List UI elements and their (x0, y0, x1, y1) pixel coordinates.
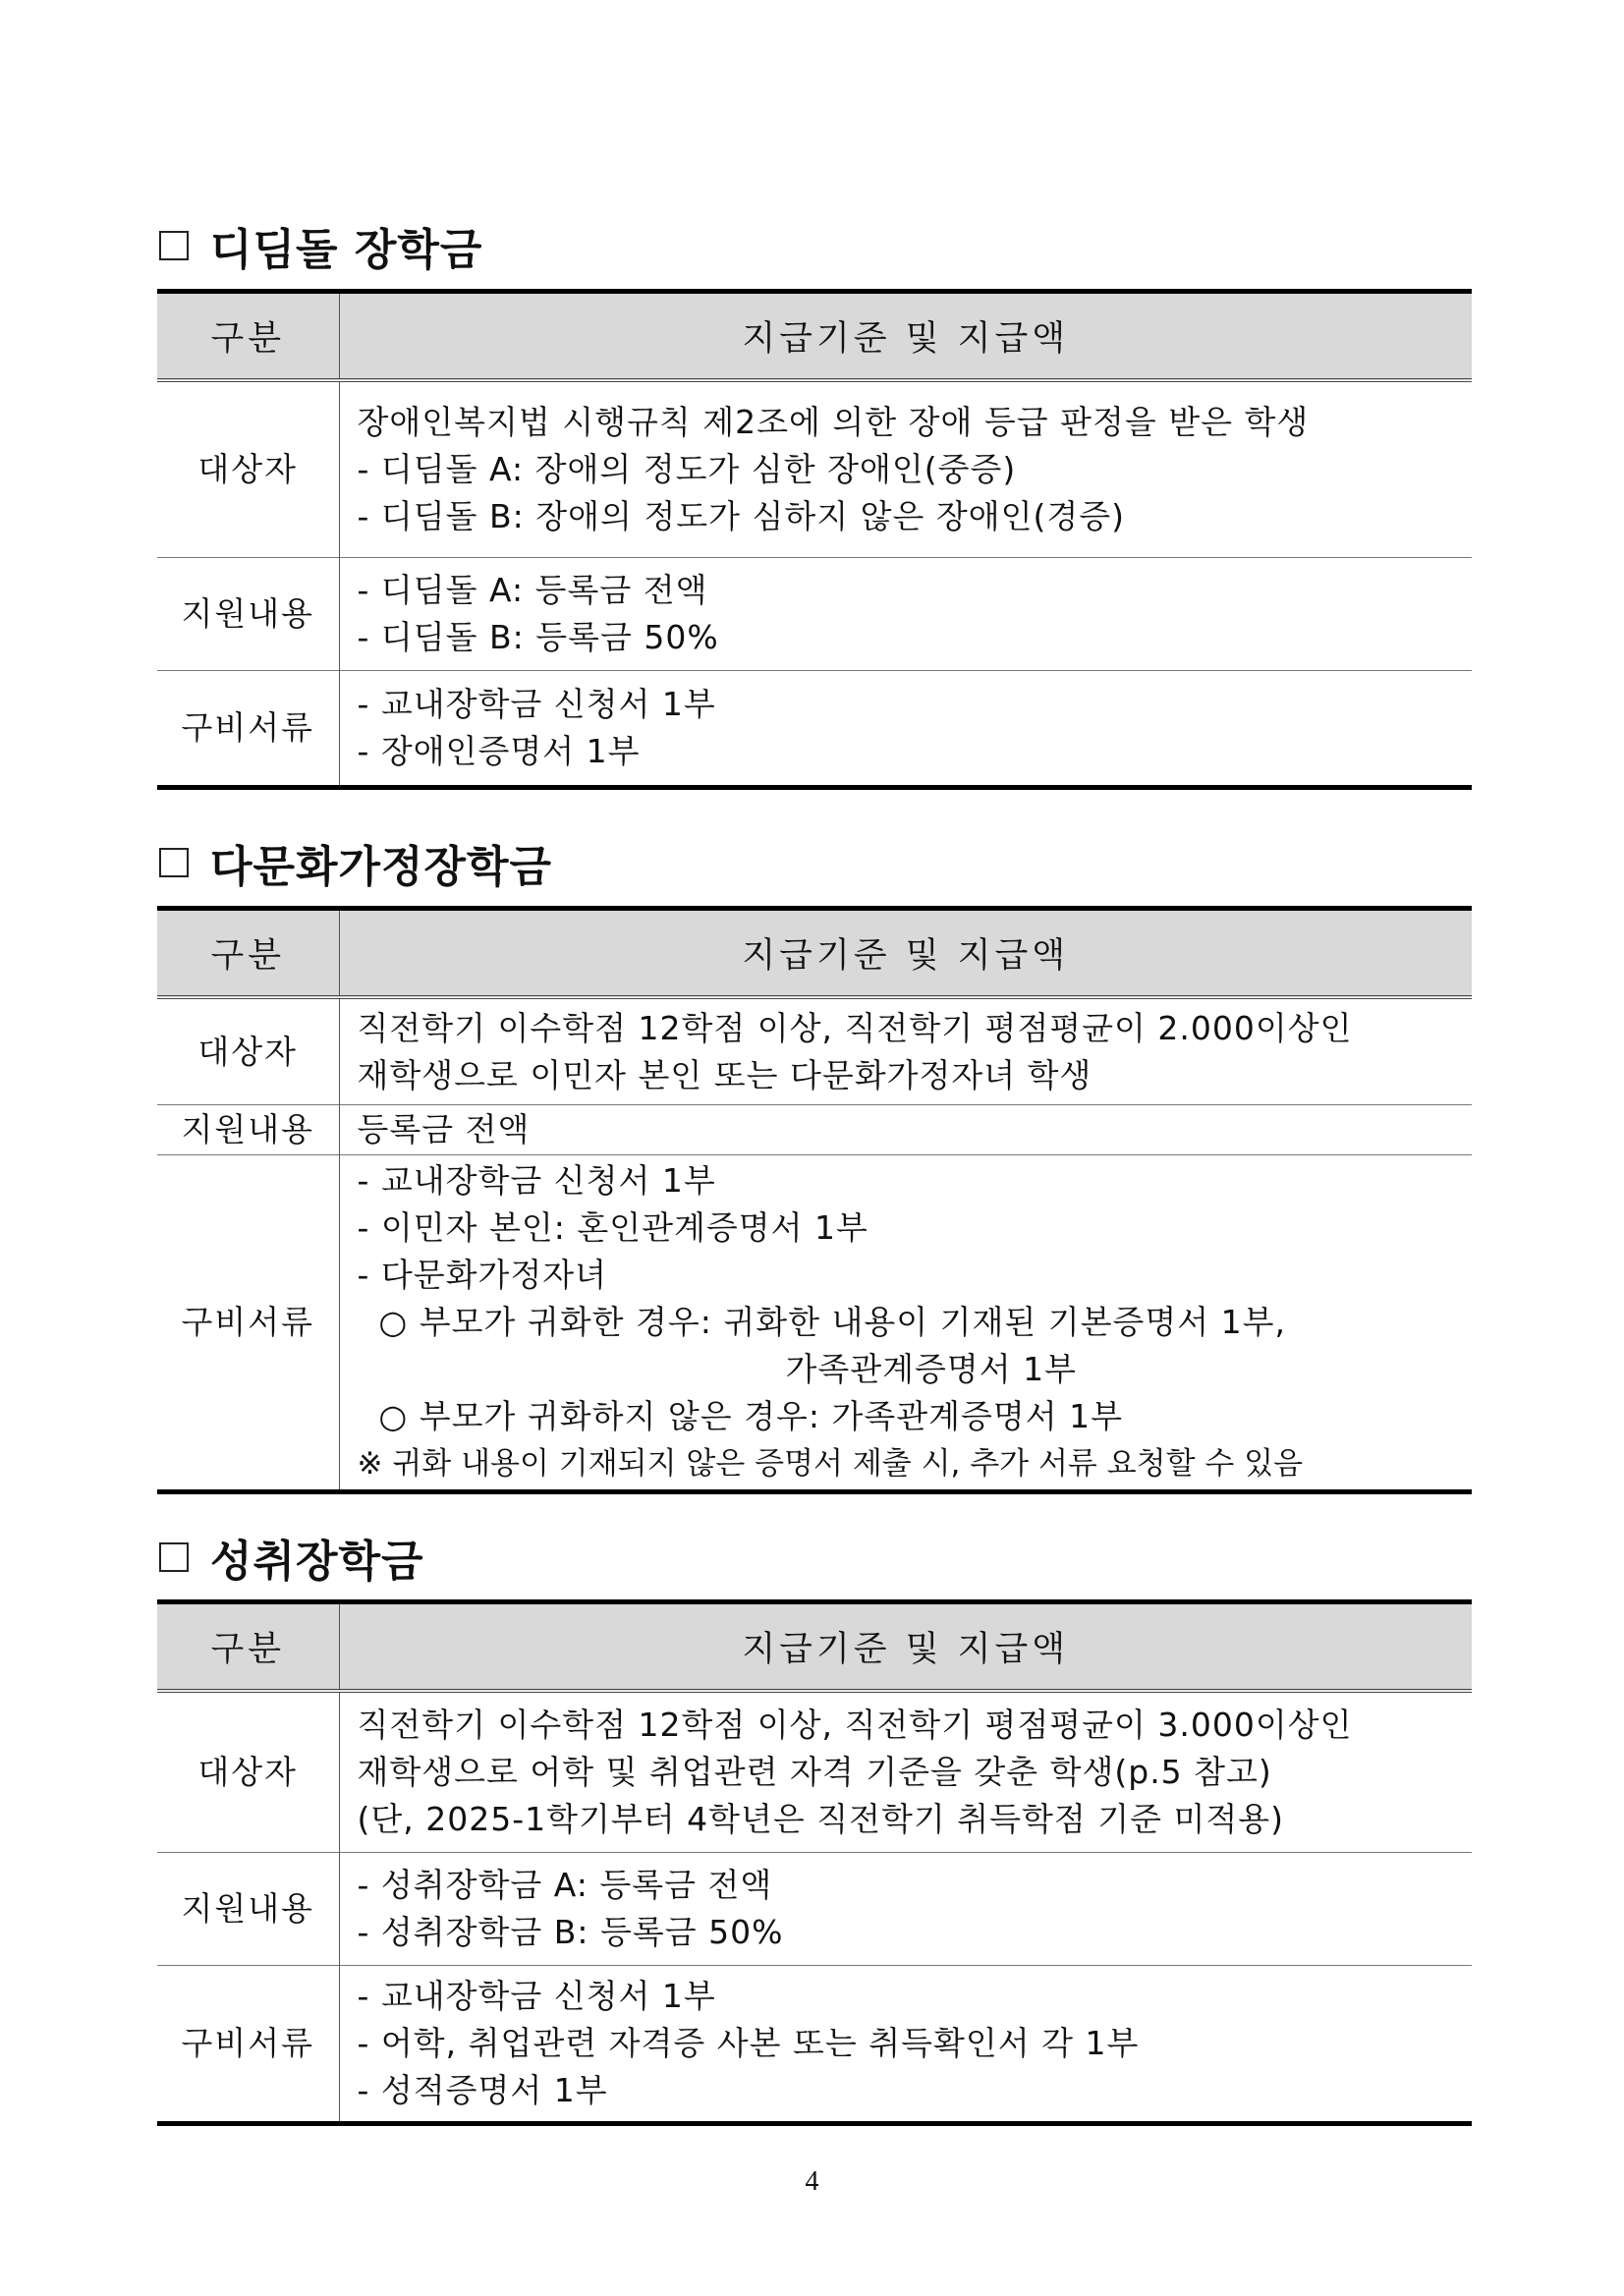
row-content (339, 558, 1472, 671)
content-line: 가족관계증명서 1부 (785, 1350, 1078, 1388)
content-line: 재학생으로 어학 및 취업관련 자격 기준을 갖춘 학생(p.5 참고) (357, 1753, 1272, 1791)
content-line: 직전학기 이수학점 12학점 이상, 직전학기 평점평균이 3.000이상인 (357, 1706, 1353, 1744)
table-row (157, 671, 1472, 788)
content-line: 등록금 전액 (357, 1110, 531, 1148)
table-header-row (157, 1602, 1472, 1692)
row-label-support: 지원내용 (157, 1105, 339, 1155)
header-category: 구분 (157, 909, 339, 998)
row-label-support: 지원내용 (157, 1853, 339, 1966)
content-line: 장애인복지법 시행규칙 제2조에 의한 장애 등급 판정을 받은 학생 (357, 403, 1310, 441)
row-content (339, 1853, 1472, 1966)
header-criteria: 지급기준 및 지급액 (339, 909, 1472, 998)
row-label-support: 지원내용 (157, 558, 339, 671)
content-line: - 디딤돌 A: 등록금 전액 (357, 571, 708, 609)
row-content (339, 380, 1472, 558)
section-title-text: 다문화가정장학금 (210, 842, 553, 892)
table-header-row (157, 909, 1472, 998)
content-line: - 교내장학금 신청서 1부 (357, 1977, 716, 2015)
content-line: - 어학, 취업관련 자격증 사본 또는 취득확인서 각 1부 (357, 2024, 1140, 2062)
checkbox-square-icon (159, 1542, 189, 1572)
content-line: (단, 2025-1학기부터 4학년은 직전학기 취득학점 기준 미적용) (357, 1800, 1284, 1838)
scholarship-table-achievement (157, 1599, 1472, 2126)
section-title-text: 디딤돌 장학금 (210, 225, 483, 275)
section-title-text: 성취장학금 (210, 1537, 424, 1587)
content-line: ○ 부모가 귀화한 경우: 귀화한 내용이 기재된 기본증명서 1부, (378, 1303, 1287, 1341)
table-header-row (157, 292, 1472, 381)
row-content (339, 671, 1472, 788)
header-criteria: 지급기준 및 지급액 (339, 1602, 1472, 1692)
content-line: 재학생으로 이민자 본인 또는 다문화가정자녀 학생 (357, 1055, 1092, 1094)
page-number: 4 (805, 2166, 819, 2197)
section-title-stepping-stone (159, 214, 482, 277)
content-line: - 성취장학금 A: 등록금 전액 (357, 1866, 773, 1904)
content-line: - 장애인증명서 1부 (357, 732, 641, 770)
table-row (157, 1155, 1472, 1492)
row-content (339, 1105, 1472, 1155)
row-label-target: 대상자 (157, 1691, 339, 1853)
content-line: - 이민자 본인: 혼인관계증명서 1부 (357, 1208, 868, 1247)
content-line: - 디딤돌 B: 등록금 50% (357, 618, 719, 656)
header-category: 구분 (157, 292, 339, 381)
table-row (157, 1691, 1472, 1853)
content-line: - 성적증명서 1부 (357, 2071, 608, 2109)
content-line: ○ 부모가 귀화하지 않은 경우: 가족관계증명서 1부 (378, 1397, 1124, 1435)
row-label-target: 대상자 (157, 997, 339, 1105)
checkbox-square-icon (159, 848, 189, 877)
table-row (157, 997, 1472, 1105)
note-line: ※ 귀화 내용이 기재되지 않은 증명서 제출 시, 추가 서류 요청할 수 있음 (357, 1446, 1304, 1482)
content-line: - 성취장학금 B: 등록금 50% (357, 1913, 784, 1951)
table-row (157, 1105, 1472, 1155)
section-title-achievement (159, 1526, 424, 1589)
table-row (157, 1853, 1472, 1966)
content-line: - 디딤돌 B: 장애의 정도가 심하지 않은 장애인(경증) (357, 497, 1126, 535)
table-row (157, 558, 1472, 671)
row-label-documents: 구비서류 (157, 671, 339, 788)
content-line: - 디딤돌 A: 장애의 정도가 심한 장애인(중증) (357, 450, 1017, 488)
header-category: 구분 (157, 1602, 339, 1692)
checkbox-square-icon (159, 231, 189, 260)
row-content (339, 997, 1472, 1105)
row-label-documents: 구비서류 (157, 1966, 339, 2124)
content-line: 직전학기 이수학점 12학점 이상, 직전학기 평점평균이 2.000이상인 (357, 1008, 1353, 1047)
row-content (339, 1691, 1472, 1853)
row-label-documents: 구비서류 (157, 1155, 339, 1492)
row-content (339, 1155, 1472, 1492)
section-title-multicultural (159, 831, 552, 894)
row-label-target: 대상자 (157, 380, 339, 558)
table-row (157, 380, 1472, 558)
content-line: - 교내장학금 신청서 1부 (357, 1161, 716, 1200)
row-content (339, 1966, 1472, 2124)
header-criteria: 지급기준 및 지급액 (339, 292, 1472, 381)
content-line: - 교내장학금 신청서 1부 (357, 685, 716, 723)
scholarship-table-multicultural (157, 906, 1472, 1494)
table-row (157, 1966, 1472, 2124)
content-line: - 다문화가정자녀 (357, 1256, 608, 1294)
scholarship-table-stepping-stone (157, 289, 1472, 790)
